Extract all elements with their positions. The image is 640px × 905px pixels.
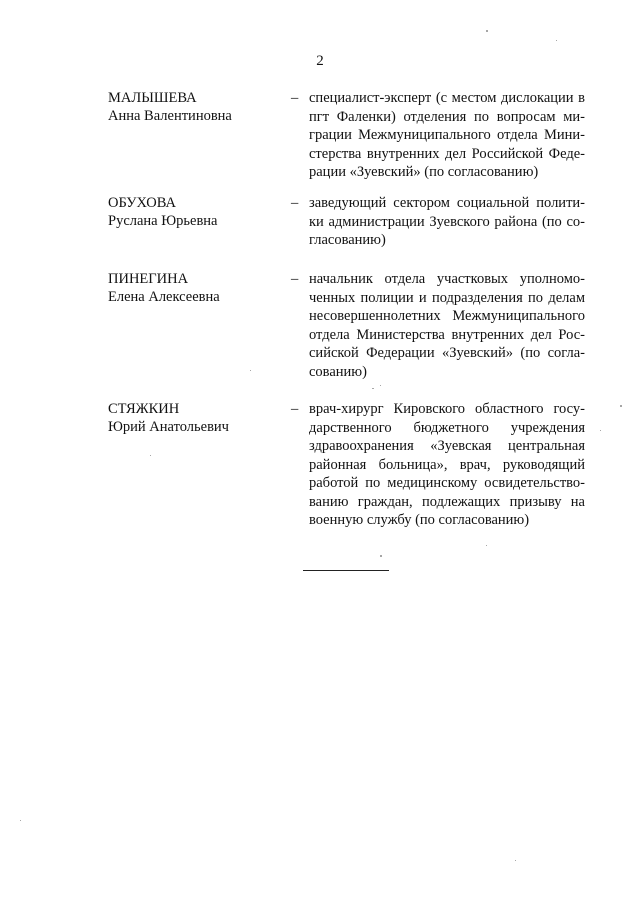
position-line: заведующий сектором социальной полити- — [309, 195, 585, 211]
scan-speck — [600, 430, 601, 431]
member-given-names: Руслана Юрьевна — [108, 213, 218, 229]
scan-speck — [20, 820, 21, 821]
position-line: здравоохранения «Зуевская центральная — [309, 438, 585, 454]
position-line: начальник отдела участковых уполномо- — [309, 271, 585, 287]
member-surname: МАЛЫШЕВА — [108, 90, 197, 106]
member-surname: ПИНЕГИНА — [108, 271, 189, 287]
member-surname: ОБУХОВА — [108, 195, 176, 211]
separator-dash: – — [291, 271, 299, 287]
member-given-names: Юрий Анатольевич — [108, 419, 229, 435]
position-line: несовершеннолетних Межмуниципального — [309, 308, 585, 324]
scan-speck — [620, 405, 622, 407]
scan-speck — [486, 545, 487, 546]
separator-dash: – — [291, 195, 299, 211]
member-name — [108, 400, 278, 436]
member-position — [309, 89, 585, 182]
position-line: дарственного бюджетного учреждения — [309, 419, 585, 436]
position-line: специалист-эксперт (с местом дислокации в — [309, 90, 585, 106]
scan-speck — [380, 385, 381, 386]
scan-speck — [380, 555, 382, 557]
member-given-names: Елена Алексеевна — [108, 289, 220, 305]
position-line: ванию граждан, подлежащих призыву на — [309, 493, 585, 510]
scan-speck — [486, 30, 488, 32]
member-name — [108, 194, 278, 230]
scan-speck — [556, 40, 557, 41]
position-line: рации «Зуевский» (по согласованию) — [309, 164, 539, 180]
position-line: ченных полиции и подразделения по делам — [309, 289, 585, 306]
page-number: 2 — [316, 53, 324, 69]
position-line: стерства внутренних дел Российской Феде- — [309, 145, 585, 162]
scan-speck — [150, 455, 151, 456]
member-position — [309, 194, 585, 250]
position-line: сийской Федерации «Зуевский» (по согла- — [309, 345, 585, 361]
position-line: районная больница», врач, руководящий — [309, 456, 585, 473]
position-line: врач-хирург Кировского областного госу- — [309, 401, 585, 417]
position-line: военную службу (по согласованию) — [309, 512, 530, 528]
position-line: ки администрации Зуевского района (по со- — [309, 213, 585, 230]
position-line: гласованию) — [309, 232, 386, 248]
scan-speck — [515, 860, 516, 861]
position-line: сованию) — [309, 363, 367, 380]
member-name — [108, 270, 278, 306]
member-surname: СТЯЖКИН — [108, 401, 180, 417]
scan-speck — [372, 388, 374, 389]
separator-dash: – — [291, 90, 299, 106]
position-line: отдела Министерства внутренних дел Рос- — [309, 326, 585, 343]
member-name — [108, 89, 278, 125]
member-position — [309, 400, 585, 530]
member-given-names: Анна Валентиновна — [108, 108, 232, 124]
member-position — [309, 270, 585, 381]
position-line: грации Межмуниципального отдела Мини- — [309, 127, 585, 143]
separator-dash: – — [291, 401, 299, 417]
closing-rule — [303, 570, 389, 571]
position-line: пгт Фаленки) отделения по вопросам ми- — [309, 108, 585, 125]
scan-speck — [250, 370, 251, 371]
position-line: работой по медицинскому освидетельство- — [309, 475, 585, 491]
